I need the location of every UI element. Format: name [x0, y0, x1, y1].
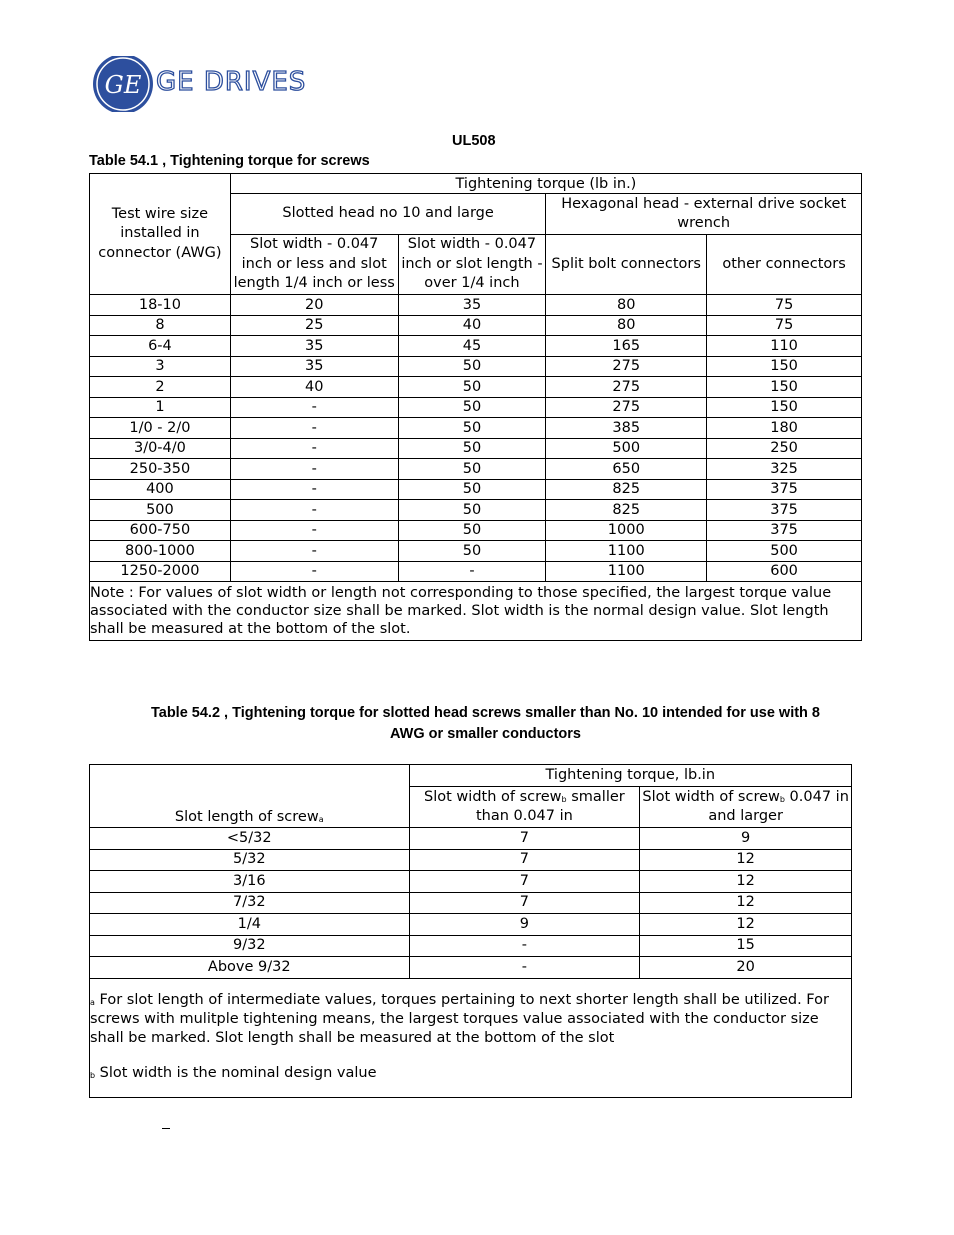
table-cell: -	[409, 935, 640, 957]
table-cell: 375	[707, 520, 862, 541]
header-col3: Split bolt connectors	[546, 235, 707, 295]
header-torque-group: Tightening torque, lb.in	[409, 765, 851, 787]
table-cell: 600	[707, 561, 862, 582]
table-cell: 50	[398, 377, 546, 398]
table-cell: 50	[398, 520, 546, 541]
table-cell: -	[230, 459, 398, 480]
table1-title: Table 54.1 , Tightening torque for screws	[89, 153, 370, 169]
table-cell: 325	[707, 459, 862, 480]
table-cell: 1100	[546, 541, 707, 562]
table-cell: -	[230, 479, 398, 500]
table-cell: -	[398, 561, 546, 582]
table-cell: 40	[398, 315, 546, 336]
table-cell: 12	[640, 892, 852, 914]
table-cell: 385	[546, 418, 707, 439]
table-cell: 375	[707, 479, 862, 500]
torque-table-54-2	[89, 764, 852, 1098]
table-cell: 35	[398, 295, 546, 316]
table-cell: -	[230, 500, 398, 521]
table-cell: -	[230, 520, 398, 541]
table-cell: 400	[90, 479, 231, 500]
header-hex: Hexagonal head - external drive socket wrench	[546, 194, 862, 235]
table2-title-line1: Table 54.2 , Tightening torque for slotted head screws smaller than No. 10 intended for use with 8	[150, 705, 820, 721]
table-cell: 3	[90, 356, 231, 377]
table-cell: 275	[546, 377, 707, 398]
table-cell: 500	[90, 500, 231, 521]
table-cell: 110	[707, 336, 862, 357]
table-cell: 12	[640, 849, 852, 871]
table-cell: 7	[409, 871, 640, 893]
table-cell: -	[409, 957, 640, 979]
table-cell: 7	[409, 892, 640, 914]
table-row	[90, 295, 862, 316]
table-cell: 18-10	[90, 295, 231, 316]
table-cell: -	[230, 561, 398, 582]
table-cell: 180	[707, 418, 862, 439]
brand-name: GE DRIVES	[156, 67, 307, 97]
table-cell: 12	[640, 871, 852, 893]
header-col2: Slot width - 0.047 inch or slot length - over 1/4 inch	[398, 235, 546, 295]
table1-note: Note : For values of slot width or length not corresponding to those specified, the largest torque value associated with the conductor size shall be marked. Slot width is the normal design value. Slot length shall be measured at the bottom of the slot.	[90, 582, 862, 641]
table-cell: 150	[707, 356, 862, 377]
footnote-a: $^a$ For slot length of intermediate values, torques pertaining to next shorter length shall be utilized. For screws with mulitple tightening means, the largest torques value associated with the conductor size shall be marked. Slot length shall be measured at the bottom of the slot	[90, 991, 829, 1046]
standard-title: UL508	[452, 133, 496, 149]
table-cell: 250-350	[90, 459, 231, 480]
stray-dash	[162, 1128, 170, 1129]
table-cell: 3/0-4/0	[90, 438, 231, 459]
table2-title	[89, 703, 882, 745]
table-cell: 50	[398, 541, 546, 562]
table-cell: 80	[546, 315, 707, 336]
table-cell: -	[230, 438, 398, 459]
table-cell: 25	[230, 315, 398, 336]
header-slotted: Slotted head no 10 and large	[230, 194, 545, 235]
table-cell: 7	[409, 849, 640, 871]
table-cell: 80	[546, 295, 707, 316]
table-cell: 6-4	[90, 336, 231, 357]
table-cell: -	[230, 541, 398, 562]
table-cell: 20	[640, 957, 852, 979]
torque-table-54-1	[89, 173, 862, 641]
table-row	[90, 520, 862, 541]
table-cell: 50	[398, 418, 546, 439]
table-row	[90, 561, 862, 582]
table-row	[90, 914, 852, 936]
table-cell: 825	[546, 500, 707, 521]
header-wire-size: Test wire size installed in connector (AWG)	[90, 174, 231, 295]
table-cell: 375	[707, 500, 862, 521]
table-row	[90, 935, 852, 957]
table-cell: 1/0 - 2/0	[90, 418, 231, 439]
table-cell: 9	[409, 914, 640, 936]
table-cell: -	[230, 418, 398, 439]
table-cell: 1100	[546, 561, 707, 582]
table-row	[90, 541, 862, 562]
table-row	[90, 377, 862, 398]
header-col2: Slot width of screw$^b$ 0.047 in and larger	[640, 787, 852, 828]
table-cell: 5/32	[90, 849, 410, 871]
table-row	[90, 397, 862, 418]
table-cell: 250	[707, 438, 862, 459]
table-cell: 35	[230, 336, 398, 357]
header-col1: Slot width - 0.047 inch or less and slot length 1/4 inch or less	[230, 235, 398, 295]
table-cell: 50	[398, 459, 546, 480]
table-cell: 275	[546, 356, 707, 377]
table-cell: 165	[546, 336, 707, 357]
table-cell: Above 9/32	[90, 957, 410, 979]
table-cell: 650	[546, 459, 707, 480]
table-cell: 20	[230, 295, 398, 316]
table-row	[90, 500, 862, 521]
table-cell: 8	[90, 315, 231, 336]
table-cell: 9	[640, 828, 852, 850]
table-cell: 825	[546, 479, 707, 500]
table-cell: 800-1000	[90, 541, 231, 562]
table-cell: 12	[640, 914, 852, 936]
table-cell: 9/32	[90, 935, 410, 957]
table-cell: 7/32	[90, 892, 410, 914]
table-cell: 2	[90, 377, 231, 398]
table-row	[90, 849, 852, 871]
table-row	[90, 356, 862, 377]
table-cell: 50	[398, 479, 546, 500]
footnote-b: $^b$ Slot width is the nominal design value	[90, 1064, 377, 1081]
table-cell: 50	[398, 356, 546, 377]
table-row	[90, 892, 852, 914]
table-cell: 45	[398, 336, 546, 357]
table-cell: 75	[707, 315, 862, 336]
table-cell: 50	[398, 438, 546, 459]
table-row	[90, 438, 862, 459]
table-cell: 1250-2000	[90, 561, 231, 582]
header-slot-length: Slot length of screw$^a$	[90, 765, 410, 828]
table-cell: 35	[230, 356, 398, 377]
table-cell: 600-750	[90, 520, 231, 541]
table-cell: 500	[707, 541, 862, 562]
header-torque-group: Tightening torque (lb in.)	[230, 174, 861, 194]
svg-text:GE: GE	[104, 71, 142, 99]
table-row	[90, 828, 852, 850]
table-cell: 275	[546, 397, 707, 418]
table-row	[90, 418, 862, 439]
table-cell: 500	[546, 438, 707, 459]
table2-footnotes	[90, 978, 852, 1097]
table-cell: 75	[707, 295, 862, 316]
table-cell: 50	[398, 500, 546, 521]
table-cell: 50	[398, 397, 546, 418]
table-cell: 1000	[546, 520, 707, 541]
table-cell: 7	[409, 828, 640, 850]
table-cell: 1/4	[90, 914, 410, 936]
table-row	[90, 871, 852, 893]
table-cell: <5/32	[90, 828, 410, 850]
table-row	[90, 336, 862, 357]
table-row	[90, 459, 862, 480]
header-col4: other connectors	[707, 235, 862, 295]
ge-drives-logo	[91, 56, 331, 112]
header-col1: Slot width of screw$^b$ smaller than 0.047 in	[409, 787, 640, 828]
table-cell: 150	[707, 377, 862, 398]
table-cell: 150	[707, 397, 862, 418]
table2-title-line2: AWG or smaller conductors	[390, 726, 581, 742]
table-cell: 40	[230, 377, 398, 398]
table-cell: 1	[90, 397, 231, 418]
table-row	[90, 957, 852, 979]
table-cell: -	[230, 397, 398, 418]
table-cell: 15	[640, 935, 852, 957]
ge-monogram-icon	[91, 56, 155, 112]
table-row	[90, 479, 862, 500]
table-row	[90, 315, 862, 336]
table-cell: 3/16	[90, 871, 410, 893]
